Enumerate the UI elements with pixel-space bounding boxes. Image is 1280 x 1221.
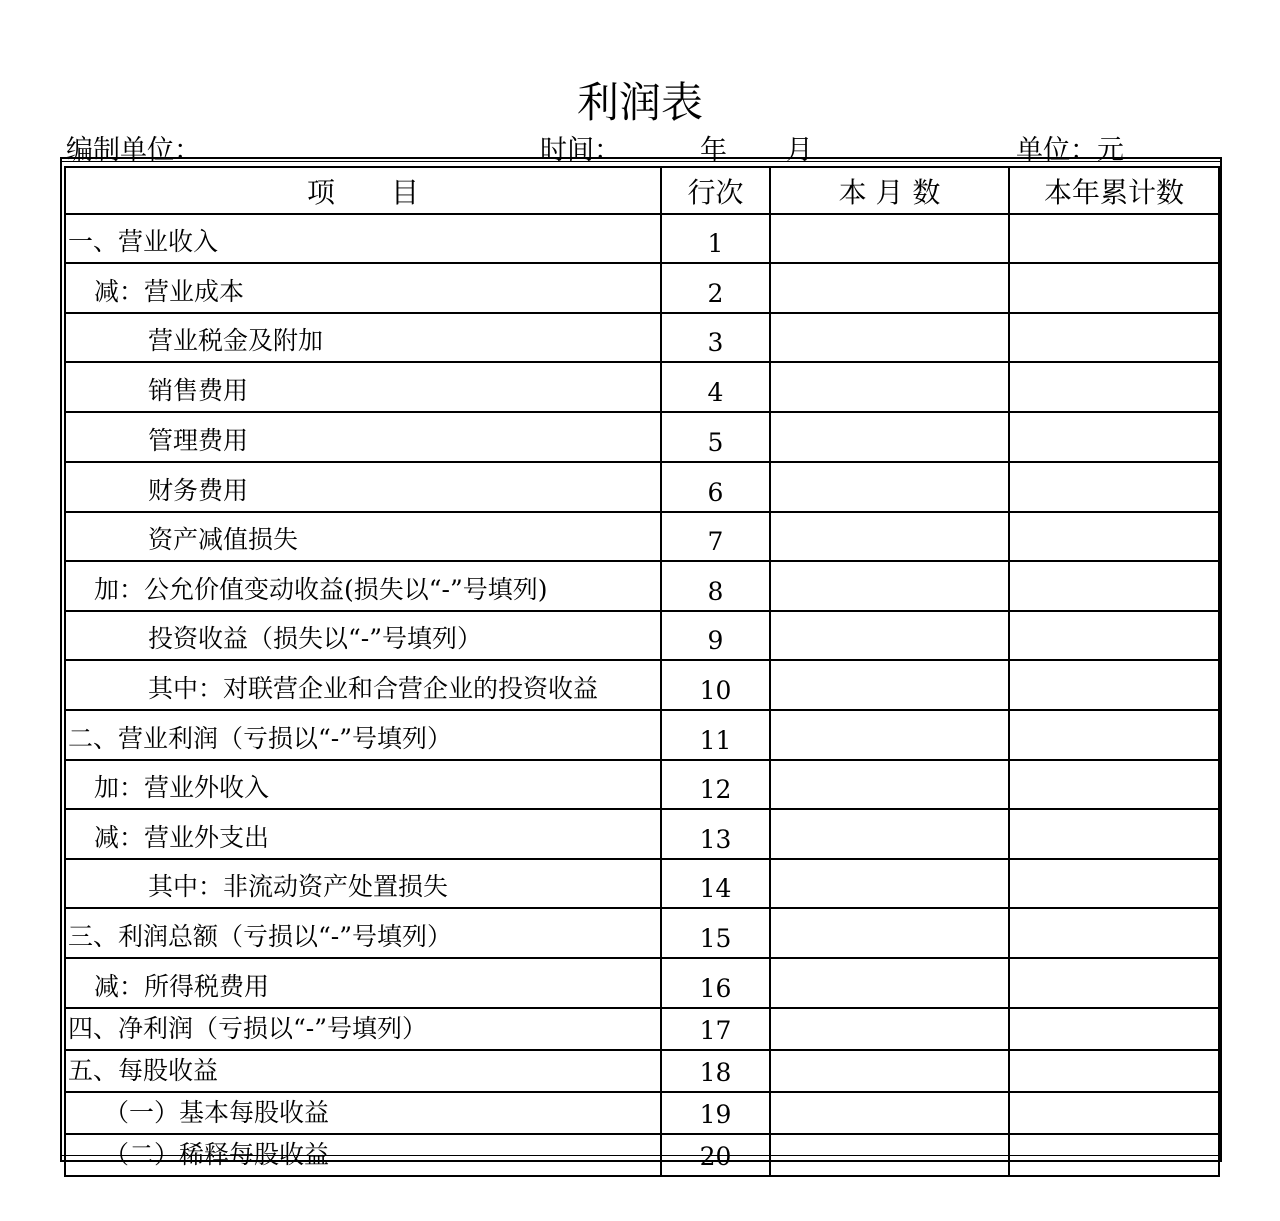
this-month-cell[interactable]	[770, 412, 1009, 462]
row-label: 加：营业外收入	[65, 760, 661, 809]
this-month-cell[interactable]	[770, 1050, 1009, 1092]
header-item: 项 目	[65, 167, 661, 214]
row-label: 销售费用	[65, 362, 661, 412]
table-row	[65, 760, 1219, 809]
this-month-cell[interactable]	[770, 859, 1009, 908]
this-month-cell[interactable]	[770, 908, 1009, 958]
this-month-cell[interactable]	[770, 462, 1009, 512]
table-row	[65, 462, 1219, 512]
page-title: 利润表	[576, 78, 703, 127]
year-to-date-cell[interactable]	[1009, 561, 1219, 611]
this-month-cell[interactable]	[770, 1092, 1009, 1134]
row-number: 12	[661, 760, 770, 809]
row-label: （二）稀释每股收益	[65, 1134, 661, 1176]
year-to-date-cell[interactable]	[1009, 1050, 1219, 1092]
this-month-cell[interactable]	[770, 1008, 1009, 1050]
table-row	[65, 710, 1219, 760]
year-to-date-cell[interactable]	[1009, 958, 1219, 1008]
year-label: 年	[700, 135, 727, 166]
table-row	[65, 1008, 1219, 1050]
year-to-date-cell[interactable]	[1009, 362, 1219, 412]
year-to-date-cell[interactable]	[1009, 760, 1219, 809]
table-row	[65, 958, 1219, 1008]
row-label: 减：营业外支出	[65, 809, 661, 859]
this-month-cell[interactable]	[770, 611, 1009, 660]
row-label: 管理费用	[65, 412, 661, 462]
table-row	[65, 611, 1219, 660]
table-row	[65, 809, 1219, 859]
table-row	[65, 263, 1219, 313]
this-month-cell[interactable]	[770, 710, 1009, 760]
this-month-cell[interactable]	[770, 362, 1009, 412]
row-label: 五、每股收益	[65, 1050, 661, 1092]
table-row	[65, 859, 1219, 908]
year-to-date-cell[interactable]	[1009, 1008, 1219, 1050]
table-row	[65, 362, 1219, 412]
row-number: 20	[661, 1134, 770, 1176]
year-to-date-cell[interactable]	[1009, 1092, 1219, 1134]
row-label: 减：所得税费用	[65, 958, 661, 1008]
header-row-no: 行次	[661, 167, 770, 214]
row-number: 1	[661, 214, 770, 263]
year-to-date-cell[interactable]	[1009, 859, 1219, 908]
table-row	[65, 1092, 1219, 1134]
this-month-cell[interactable]	[770, 760, 1009, 809]
row-label: 二、营业利润（亏损以“-”号填列）	[65, 710, 661, 760]
header-year-to-date: 本年累计数	[1009, 167, 1219, 214]
table-row	[65, 412, 1219, 462]
year-to-date-cell[interactable]	[1009, 412, 1219, 462]
year-to-date-cell[interactable]	[1009, 908, 1219, 958]
row-label: （一）基本每股收益	[65, 1092, 661, 1134]
currency-unit-label: 单位：元	[1016, 135, 1124, 166]
preparer-label: 编制单位：	[66, 135, 201, 166]
year-to-date-cell[interactable]	[1009, 313, 1219, 362]
row-label: 营业税金及附加	[65, 313, 661, 362]
year-to-date-cell[interactable]	[1009, 660, 1219, 710]
row-label: 投资收益（损失以“-”号填列）	[65, 611, 661, 660]
year-to-date-cell[interactable]	[1009, 611, 1219, 660]
row-number: 10	[661, 660, 770, 710]
this-month-cell[interactable]	[770, 561, 1009, 611]
row-number: 4	[661, 362, 770, 412]
year-to-date-cell[interactable]	[1009, 512, 1219, 561]
this-month-cell[interactable]	[770, 809, 1009, 859]
row-number: 9	[661, 611, 770, 660]
year-to-date-cell[interactable]	[1009, 462, 1219, 512]
table-row	[65, 313, 1219, 362]
row-number: 6	[661, 462, 770, 512]
row-number: 3	[661, 313, 770, 362]
table-top-rule	[60, 161, 1222, 162]
row-label: 一、营业收入	[65, 214, 661, 263]
income-statement-table	[64, 166, 1220, 1177]
year-to-date-cell[interactable]	[1009, 809, 1219, 859]
row-label: 加：公允价值变动收益(损失以“-”号填列)	[65, 561, 661, 611]
this-month-cell[interactable]	[770, 214, 1009, 263]
table-row	[65, 214, 1219, 263]
time-label: 时间：	[540, 135, 621, 166]
row-number: 8	[661, 561, 770, 611]
month-label: 月	[786, 135, 813, 166]
row-label: 四、净利润（亏损以“-”号填列）	[65, 1008, 661, 1050]
table-header-row	[65, 167, 1219, 214]
row-label: 资产减值损失	[65, 512, 661, 561]
header-this-month: 本 月 数	[770, 167, 1009, 214]
row-number: 17	[661, 1008, 770, 1050]
row-number: 5	[661, 412, 770, 462]
row-number: 7	[661, 512, 770, 561]
table-bottom-rule	[60, 1155, 1222, 1156]
row-label: 其中：非流动资产处置损失	[65, 859, 661, 908]
row-number: 15	[661, 908, 770, 958]
this-month-cell[interactable]	[770, 263, 1009, 313]
this-month-cell[interactable]	[770, 958, 1009, 1008]
table-row	[65, 512, 1219, 561]
row-number: 19	[661, 1092, 770, 1134]
table-row	[65, 561, 1219, 611]
row-label: 减：营业成本	[65, 263, 661, 313]
year-to-date-cell[interactable]	[1009, 710, 1219, 760]
year-to-date-cell[interactable]	[1009, 214, 1219, 263]
this-month-cell[interactable]	[770, 660, 1009, 710]
this-month-cell[interactable]	[770, 512, 1009, 561]
row-label: 三、利润总额（亏损以“-”号填列）	[65, 908, 661, 958]
year-to-date-cell[interactable]	[1009, 263, 1219, 313]
row-number: 13	[661, 809, 770, 859]
table-row	[65, 908, 1219, 958]
row-number: 18	[661, 1050, 770, 1092]
row-number: 14	[661, 859, 770, 908]
row-number: 2	[661, 263, 770, 313]
row-label: 其中：对联营企业和合营企业的投资收益	[65, 660, 661, 710]
this-month-cell[interactable]	[770, 313, 1009, 362]
row-label: 财务费用	[65, 462, 661, 512]
table-row	[65, 660, 1219, 710]
row-number: 16	[661, 958, 770, 1008]
row-number: 11	[661, 710, 770, 760]
table-row	[65, 1050, 1219, 1092]
